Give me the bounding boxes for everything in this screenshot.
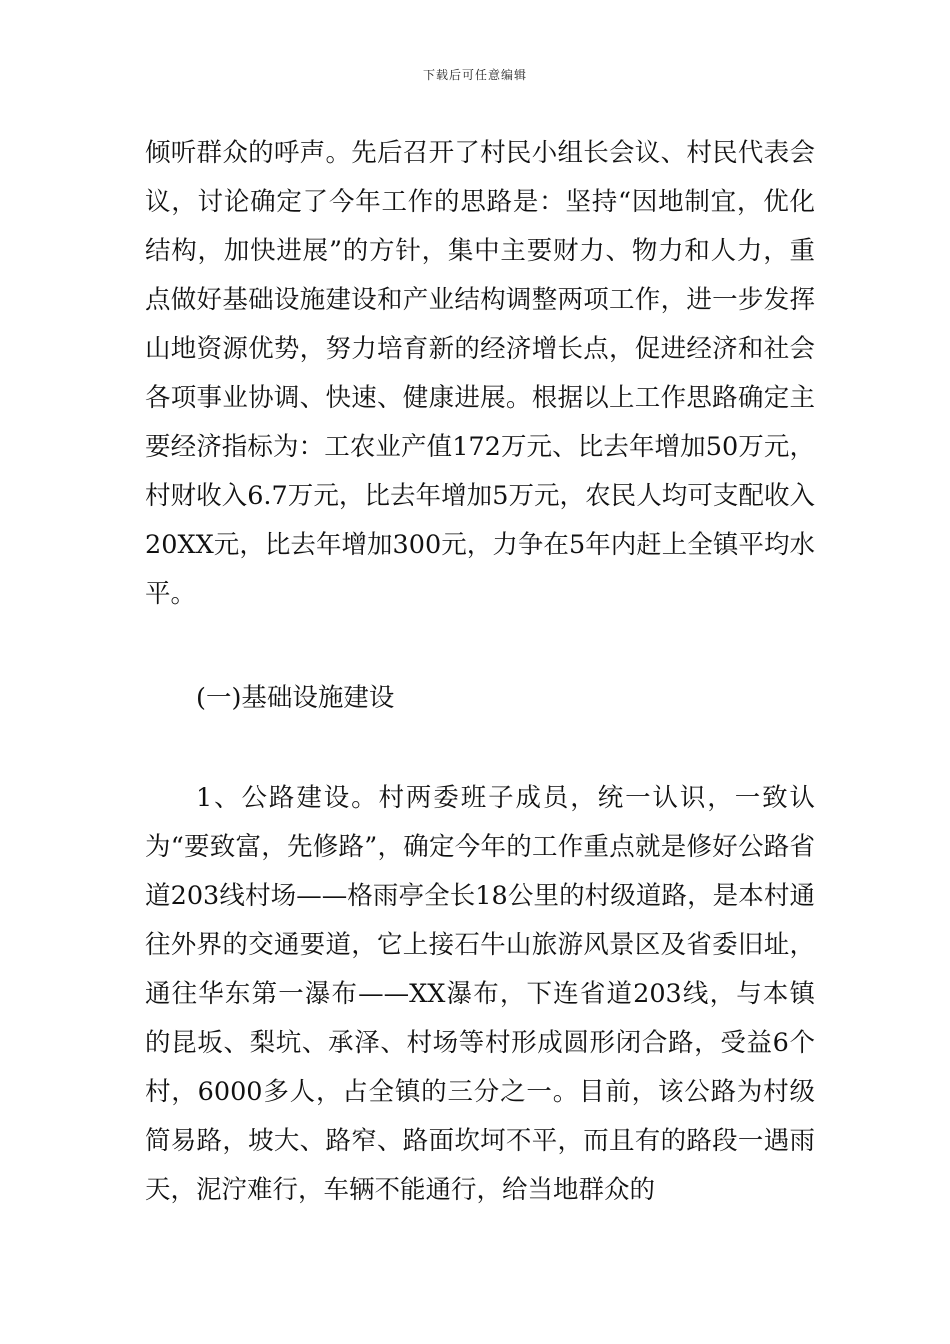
body-paragraph-2: 1、公路建设。村两委班子成员，统一认识，一致认为“要致富，先修路”，确定今年的工作重点就是修好公路省道203线村场——格雨亭全长18公里的村级道路，是本村通往外界的交通要道，它上接石牛山旅游风景区及省委旧址，通往华东第一瀑布——XX瀑布，下连省道203线，与本镇的昆坂、梨坑、承泽、村场等村形成圆形闭合路，受益6个村，6000多人，占全镇的三分之一。目前，该公路为村级简易路，坡大、路窄、路面坎坷不平，而且有的路段一遇雨天，泥泞难行，车辆不能通行，给当地群众的 — [145, 783, 815, 1205]
body-paragraph-1: 倾听群众的呼声。先后召开了村民小组长会议、村民代表会议，讨论确定了今年工作的思路是：坚持“因地制宜，优化结构，加快进展”的方针，集中主要财力、物力和人力，重点做好基础设施建设和产业结构调整两项工作，进一步发挥山地资源优势，努力培育新的经济增长点，促进经济和社会各项事业协调、快速、健康进展。根据以上工作思路确定主要经济指标为：工农业产值172万元、比去年增加50万元，村财收入6.7万元，比去年增加5万元，农民人均可支配收入20XX元，比去年增加300元，力争在5年内赶上全镇平均水平。 — [145, 138, 815, 609]
header-note: 下载后可任意编辑 — [422, 68, 527, 82]
section-heading: (一)基础设施建设 — [196, 683, 395, 713]
